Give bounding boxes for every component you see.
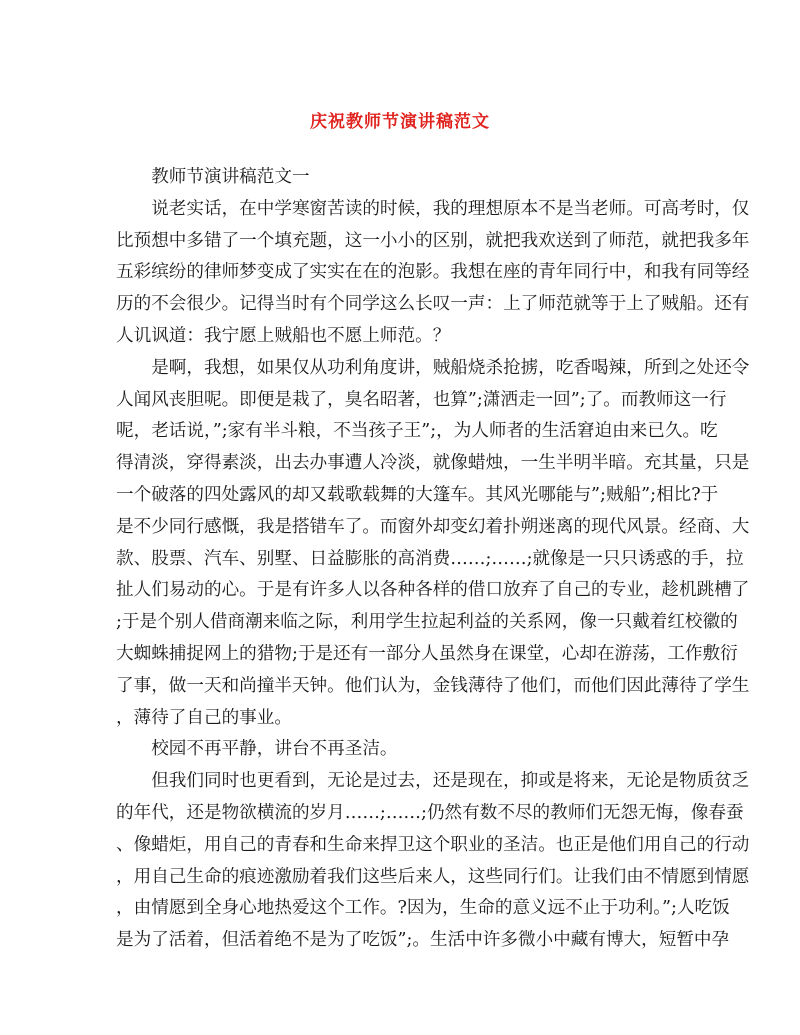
text-line: 大蜘蛛捕捉网上的猎物;于是还有一部分人虽然身在课堂，心却在游荡，工作敷衍 — [116, 643, 738, 664]
text-line: 扯人们易动的心。于是有许多人以各种各样的借口放弃了自己的专业，趁机跳槽了 — [116, 580, 750, 601]
text-line: 是为了活着，但活着绝不是为了吃饭”;。生活中许多微小中藏有博大，短暂中孕 — [116, 930, 730, 951]
text-line: 、像蜡炬，用自己的青春和生命来捍卫这个职业的圣洁。也正是他们用自己的行动 — [116, 834, 750, 855]
text-line: 呢，老话说，”;家有半斗粮，不当孩子王”;，为人师者的生活窘迫由来已久。吃 — [116, 421, 718, 442]
text-line: 说老实话，在中学寒窗苦读的时候，我的理想原本不是当老师。可高考时，仅 — [151, 198, 750, 219]
text-line: 是啊，我想，如果仅从功利角度讲，贼船烧杀抢掳，吃香喝辣，所到之处还令 — [151, 357, 750, 378]
text-line: 人闻风丧胆呢。即便是栽了，臭名昭著，也算”;潇洒走一回”;了。而教师这一行 — [116, 389, 727, 410]
text-line: 人讥讽道：我宁愿上贼船也不愿上师范。？ — [116, 325, 451, 346]
text-line: 一个破落的四处露风的却又载歌载舞的大篷车。其风光哪能与”;贼船”;相比?于 — [116, 484, 719, 505]
text-line: 比预想中多错了一个填充题，这一小小的区别，就把我欢送到了师范，就把我多年 — [116, 230, 750, 251]
document-body — [116, 162, 750, 957]
text-line: ，由情愿到全身心地热爱这个工作。?因为，生命的意义远不止于功利。”;人吃饭 — [116, 898, 730, 919]
text-line: 的年代，还是物欲横流的岁月……;……;仍然有数不尽的教师们无怨无悔，像春蚕 — [116, 802, 744, 823]
text-line: ，用自己生命的痕迹激励着我们这些后来人，这些同行们。让我们由不情愿到情愿 — [116, 866, 750, 887]
text-line: 校园不再平静，讲台不再圣洁。 — [151, 739, 398, 760]
document-title: 庆祝教师节演讲稿范文 — [310, 112, 490, 132]
text-line: ，薄待了自己的事业。 — [116, 707, 292, 728]
text-line: 了事，做一天和尚撞半天钟。他们认为，金钱薄待了他们，而他们因此薄待了学生 — [116, 675, 750, 696]
text-line: ;于是个别人借商潮来临之际，利用学生拉起利益的关系网，像一只戴着红校徽的 — [116, 612, 738, 633]
text-line: 历的不会很少。记得当时有个同学这么长叹一声：上了师范就等于上了贼船。还有 — [116, 294, 750, 315]
text-line: 是不少同行感慨，我是搭错车了。而窗外却变幻着扑朔迷离的现代风景。经商、大 — [116, 516, 750, 537]
text-line: 款、股票、汽车、别墅、日益膨胀的高消费……;……;就像是一只只诱惑的手，拉 — [116, 548, 744, 569]
text-line: 教师节演讲稿范文一 — [151, 167, 310, 187]
text-line: 五彩缤纷的律师梦变成了实实在在的泡影。我想在座的青年同行中，和我有同等经 — [116, 262, 750, 283]
text-line: 但我们同时也更看到，无论是过去，还是现在，抑或是将来，无论是物质贫乏 — [151, 771, 750, 792]
text-line: 得清淡，穿得素淡，出去办事遭人冷淡，就像蜡烛，一生半明半暗。充其量，只是 — [116, 453, 750, 474]
